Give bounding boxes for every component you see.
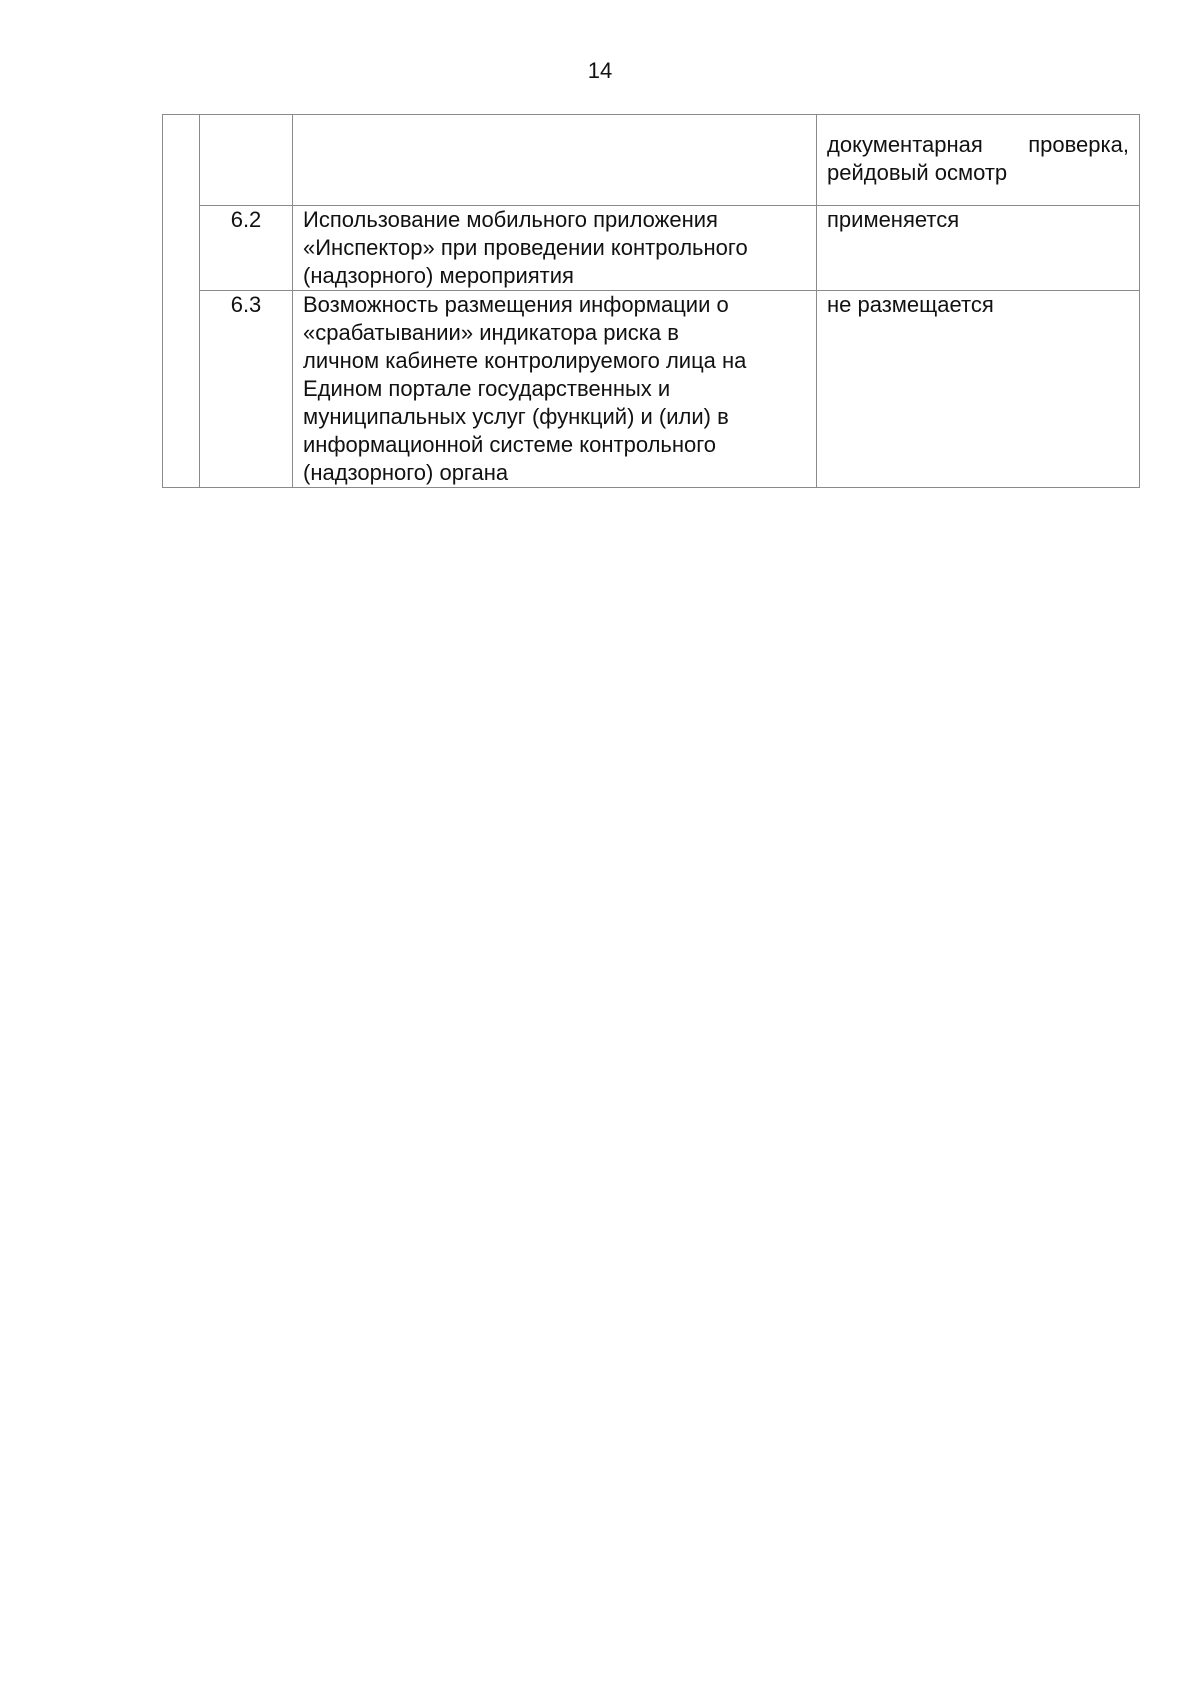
- page-number: 14: [587, 58, 613, 83]
- description-line: (надзорного) мероприятия: [303, 263, 574, 288]
- requirements-table: [162, 114, 1140, 488]
- description-line: Едином портале государственных и: [303, 376, 671, 401]
- description-line: информационной системе контрольного: [303, 432, 717, 457]
- description-line: Использование мобильного приложения: [303, 207, 718, 232]
- description-line: Возможность размещения информации о: [303, 292, 729, 317]
- value-line: [827, 131, 1129, 159]
- row-number-cell: 6.3: [200, 291, 293, 488]
- value-line: рейдовый осмотр: [827, 160, 1008, 185]
- description-line: личном кабинете контролируемого лица на: [303, 348, 747, 373]
- description-line: «Инспектор» при проведении контрольного: [303, 235, 748, 260]
- table-row: [163, 291, 1140, 488]
- description-cell: [293, 206, 817, 291]
- value-cell: не размещается: [817, 291, 1140, 488]
- value-cell: [817, 115, 1140, 206]
- value-cell: применяется: [817, 206, 1140, 291]
- description-cell: [293, 115, 817, 206]
- description-line: (надзорного) органа: [303, 460, 509, 485]
- outer-merged-cell: [163, 115, 200, 488]
- description-line: «срабатывании» индикатора риска в: [303, 320, 679, 345]
- value-word: документарная: [827, 132, 983, 157]
- value-word: проверка,: [1028, 132, 1129, 157]
- description-line: муниципальных услуг (функций) и (или) в: [303, 404, 729, 429]
- description-cell: [293, 291, 817, 488]
- table-row: [163, 206, 1140, 291]
- table-row: [163, 115, 1140, 206]
- row-number-cell: [200, 115, 293, 206]
- row-number-cell: 6.2: [200, 206, 293, 291]
